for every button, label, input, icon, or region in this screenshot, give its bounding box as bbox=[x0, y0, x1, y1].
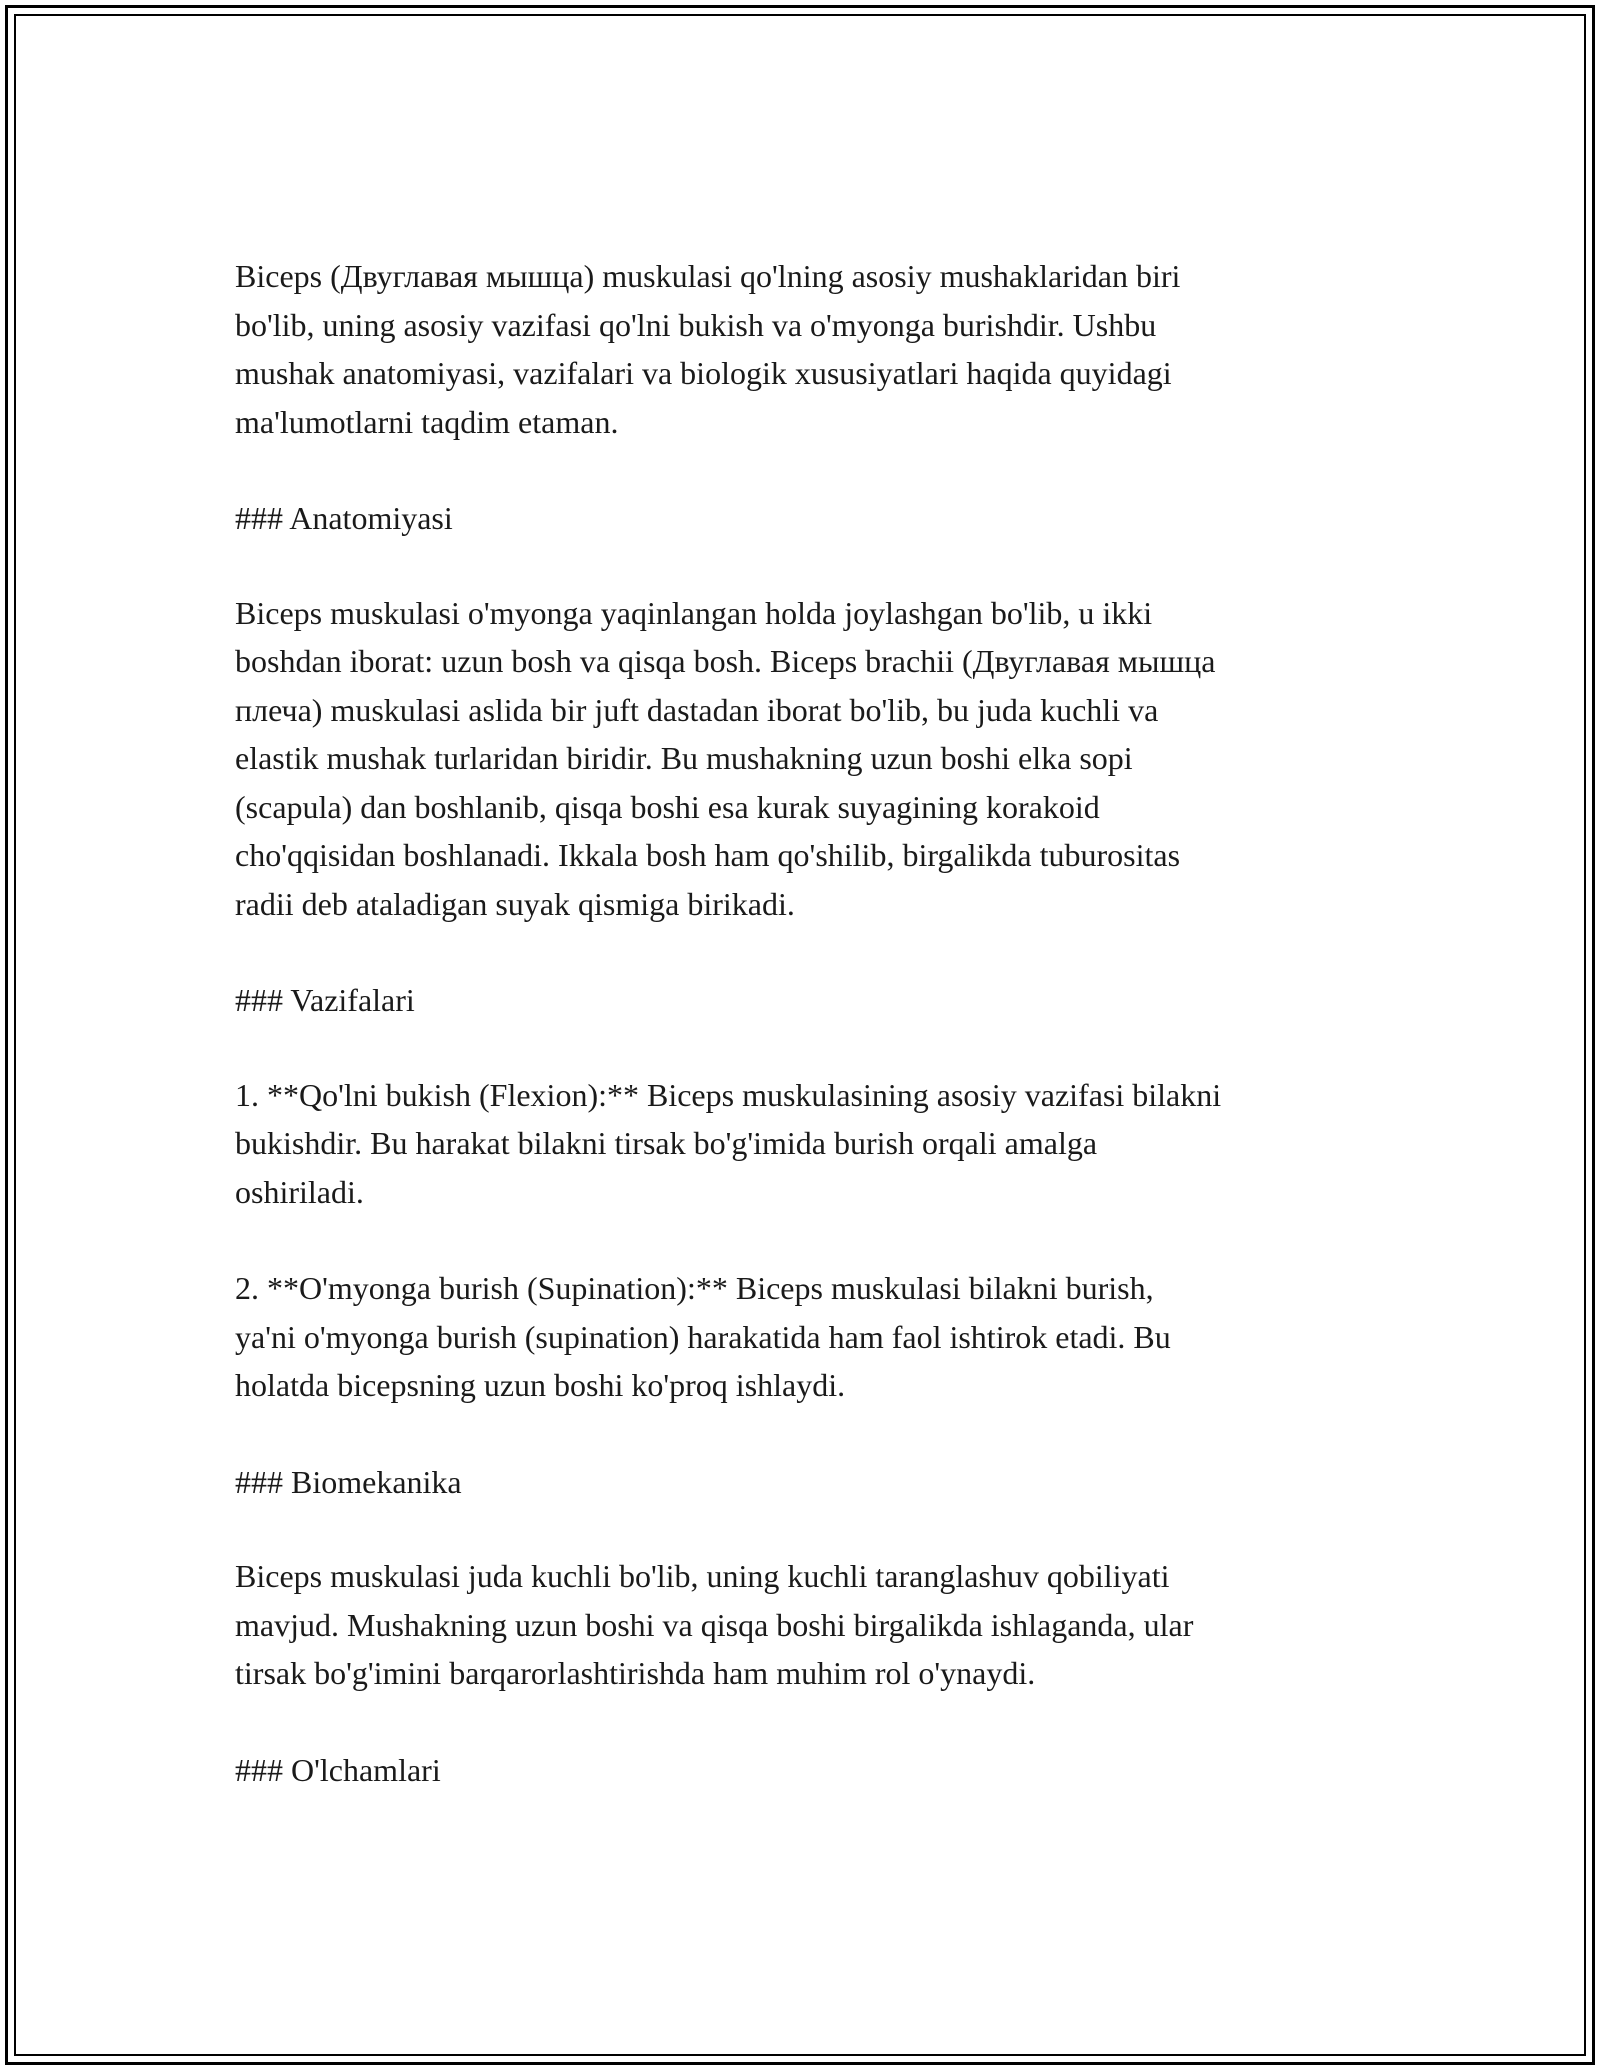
heading-dimensions: ### O'lchamlari bbox=[235, 1751, 441, 1788]
function-item-1: 1. **Qo'lni bukish (Flexion):** Biceps muskulasining asosiy vazifasi bilakni bukishdir. Bu harakat bilakni tirsak bo'g'imida burish orqali amalga oshiriladi. bbox=[235, 1076, 1222, 1210]
heading-functions: ### Vazifalari bbox=[235, 982, 415, 1018]
heading-biomechanics: ### Biomekanika bbox=[235, 1463, 462, 1500]
function-item-2: 2. **O'myonga burish (Supination):** Biceps muskulasi bilakni burish, ya'ni o'myonga burish (supination) harakatida ham faol ishtirok etadi. Bu holatda bicepsning uzun boshi ko'proq ishlaydi. bbox=[235, 1270, 1171, 1403]
biomechanics-paragraph: Biceps muskulasi juda kuchli bo'lib, uning kuchli taranglashuv qobiliyati mavjud. Mushakning uzun boshi va qisqa boshi birgalikda ishlaganda, ular tirsak bo'g'imini barqarorlashtirishda ham muhim rol o'ynaydi. bbox=[235, 1558, 1194, 1691]
document-body bbox=[235, 252, 1390, 1840]
anatomy-paragraph: Biceps muskulasi o'myonga yaqinlangan holda joylashgan bo'lib, u ikki boshdan iborat: uzun bosh va qisqa bosh. Biceps brachii (Двуглавая мышца плеча) muskulasi aslida bir juft dastadan iborat bo'lib, bu juda kuchli va elastik mushak turlaridan biridir. Bu mushakning uzun boshi elka sopi (scapula) dan boshlanib, qisqa boshi esa kurak suyagining korakoid cho'qqisidan boshlanadi. Ikkala bosh ham qo'shilib, birgalikda tuburositas radii deb ataladigan suyak qismiga birikadi. bbox=[235, 594, 1216, 922]
intro-paragraph: Biceps (Двуглавая мышца) muskulasi qo'lning asosiy mushaklaridan biri bo'lib, uning asosiy vazifasi qo'lni bukish va o'myonga burishdir. Ushbu mushak anatomiyasi, vazifalari va biologik xususiyatlari haqida quyidagi ma'lumotlarni taqdim etaman. bbox=[235, 258, 1181, 440]
heading-anatomy: ### Anatomiyasi bbox=[235, 500, 453, 536]
